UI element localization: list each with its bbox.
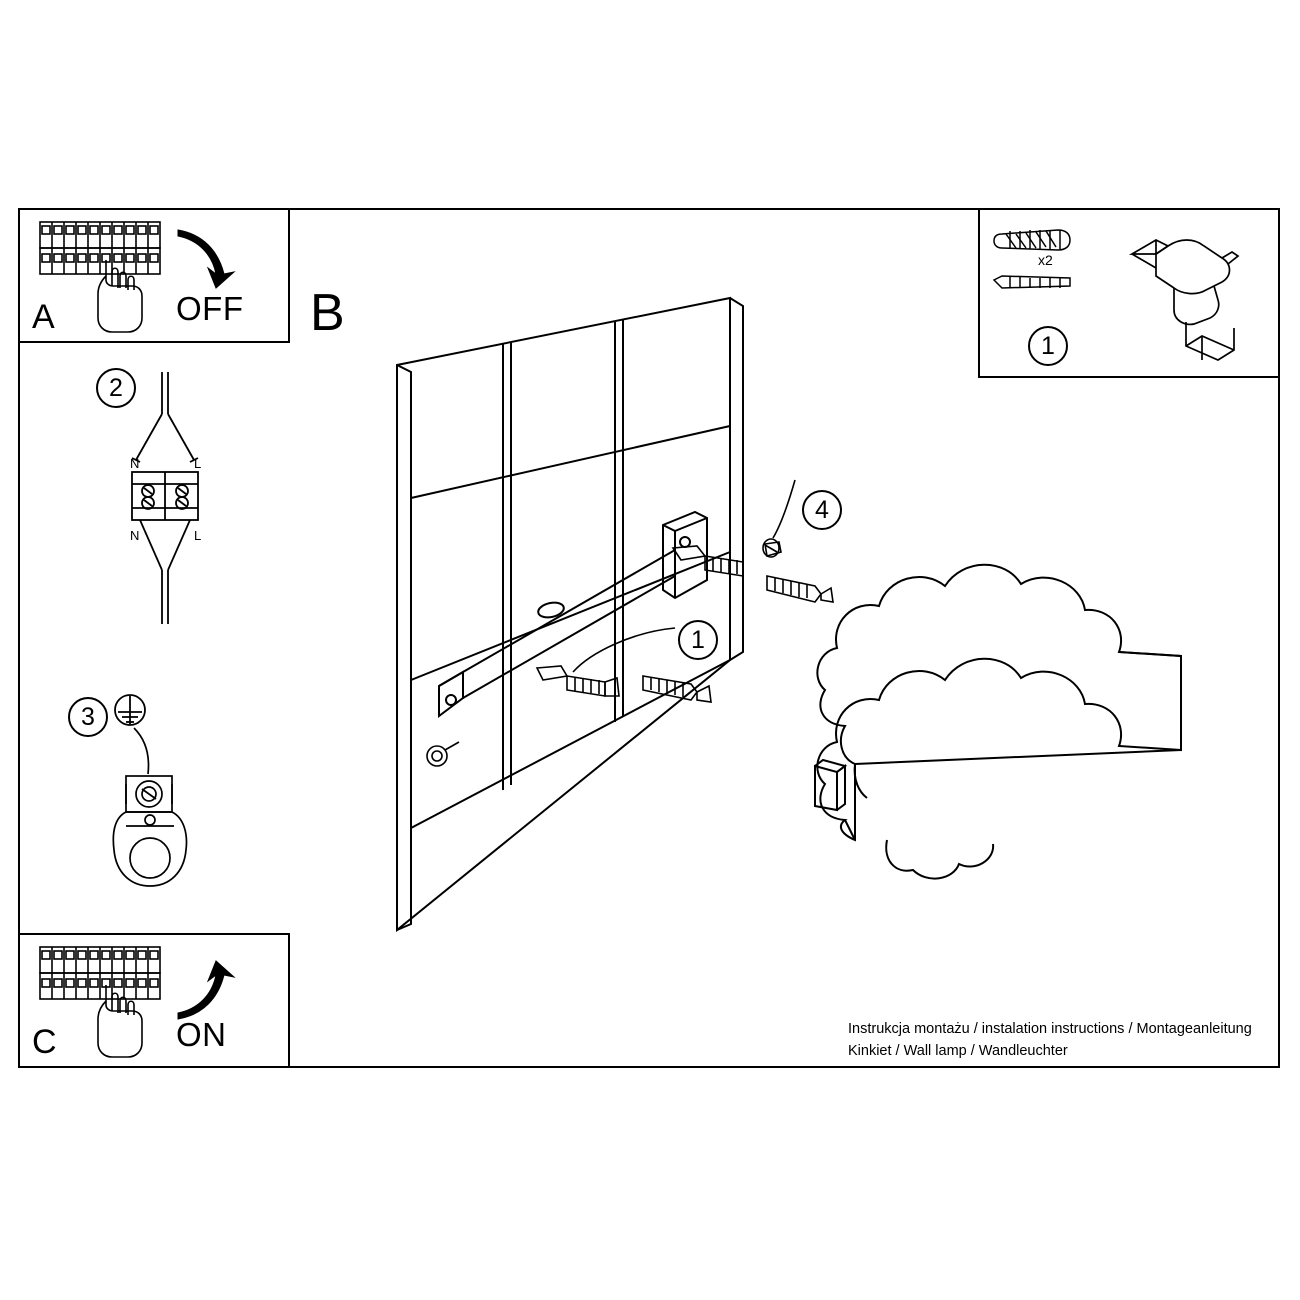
callout-number-1: 1: [678, 620, 718, 660]
tiled-wall-icon: [397, 298, 743, 930]
arrow-down-icon: [178, 230, 234, 288]
step-number-1-parts: 1: [1028, 326, 1068, 366]
step-number-2: 2: [96, 368, 136, 408]
fuse-box-hand-switch-on-icon: [20, 935, 288, 1066]
panel-a: [18, 208, 290, 343]
panel-a-label: OFF: [176, 290, 244, 327]
terminal-label-l-bottom: L: [194, 528, 202, 543]
wall-fixing-screw-icon: [427, 742, 459, 766]
arrow-up-icon: [178, 961, 234, 1019]
cloud-shaped-wall-lamp-icon: [815, 565, 1181, 879]
caption-line-2: Kinkiet / Wall lamp / Wandleuchter: [848, 1043, 1068, 1060]
caption: [848, 1018, 1268, 1063]
screw-upper-icon: [673, 546, 833, 602]
screw-middle-icon: [537, 666, 619, 696]
lamp-base-terminal-icon: [108, 726, 218, 906]
panel-c-letter: C: [32, 1023, 57, 1061]
panel-a-letter: A: [32, 298, 55, 336]
caption-line-1: Instrukcja montażu / instalation instructions / Montageanleitung: [848, 1021, 1252, 1037]
wall-plug-icon: [994, 230, 1070, 250]
set-screw-icon: [763, 539, 781, 557]
terminal-block-wiring-icon: [110, 372, 250, 632]
main-illustration: [375, 280, 1255, 960]
panel-c-label: ON: [176, 1016, 227, 1053]
terminal-label-n-bottom: N: [130, 528, 140, 543]
step-number-3: 3: [68, 697, 108, 737]
panel-b-letter: B: [310, 284, 345, 342]
terminal-label-l-top: L: [194, 456, 202, 471]
terminal-label-n-top: N: [130, 456, 140, 471]
callout-number-4: 4: [802, 490, 842, 530]
panel-c: [18, 933, 290, 1068]
fuse-box-hand-switch-off-icon: [20, 210, 288, 341]
part-quantity-label: x2: [1038, 252, 1053, 268]
